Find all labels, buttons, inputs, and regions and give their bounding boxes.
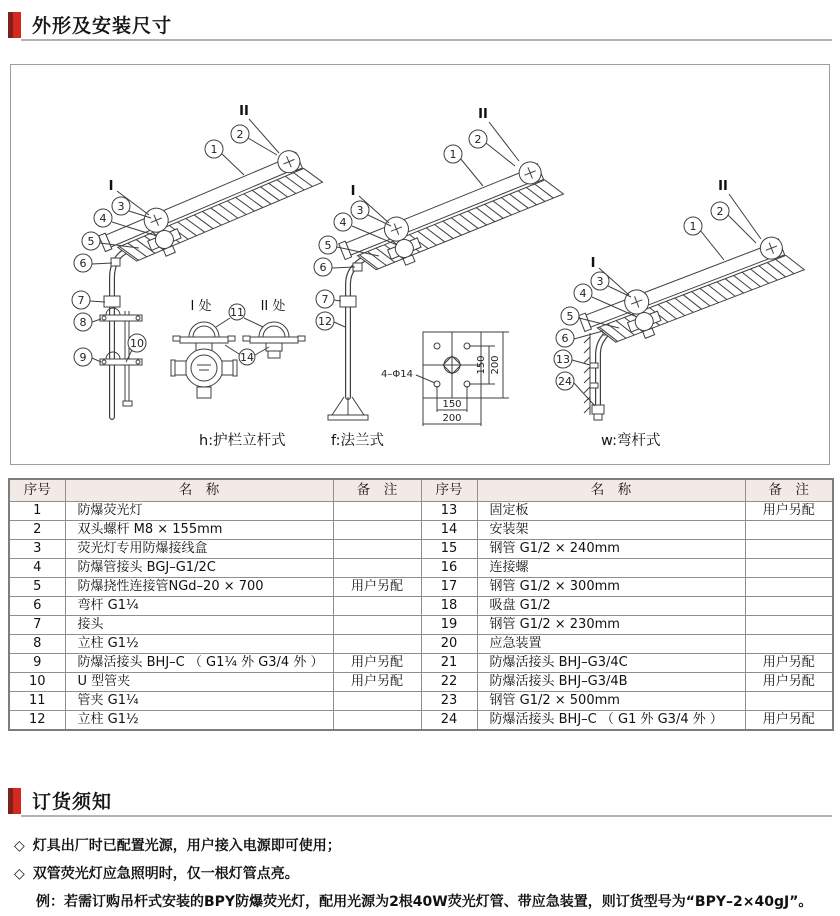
cell-name: 立柱 G1½ (65, 711, 333, 731)
cell-name: 固定板 (477, 502, 745, 521)
cell-no: 11 (9, 692, 65, 711)
note-text: 双管荧光灯应急照明时，仅一根灯管点亮。 (32, 866, 299, 882)
callout-2 (469, 130, 515, 166)
svg-text:1: 1 (449, 148, 457, 161)
fluorescent-lamp (577, 230, 807, 358)
cell-name: 弯杆 G1¼ (65, 597, 333, 616)
svg-text:5: 5 (324, 239, 332, 252)
cell-no: 21 (421, 654, 477, 673)
svg-text:11: 11 (230, 306, 244, 319)
cell-no: 10 (9, 673, 65, 692)
cell-name: 双头螺杆 M8 × 155mm (65, 521, 333, 540)
ordering-notes (14, 832, 812, 916)
section-header-dimensions (8, 11, 172, 38)
cell-no: 15 (421, 540, 477, 559)
callout-6 (74, 254, 112, 272)
cell-no: 2 (9, 521, 65, 540)
callout-7 (72, 291, 105, 309)
header-rule (21, 815, 832, 817)
red-accent-bar (8, 788, 21, 814)
wall-fixing-plate (584, 333, 590, 415)
u-clamp-I (173, 322, 235, 351)
dim-150-h: 150 (442, 399, 462, 410)
callout-6 (556, 329, 603, 347)
header-remark: 备 注 (745, 479, 833, 502)
cell-name: 钢管 G1/2 × 240mm (477, 540, 745, 559)
diagram-panel (10, 64, 830, 465)
cell-name: 安装架 (477, 521, 745, 540)
cell-no: 19 (421, 616, 477, 635)
svg-text:12: 12 (318, 315, 332, 328)
cell-remark: 用户另配 (745, 654, 833, 673)
cell-name: 防爆管接头 BGJ–G1/2C (65, 559, 333, 578)
cell-name: 防爆活接头 BHJ–G3/4C (477, 654, 745, 673)
note-text: 灯具出厂时已配置光源，用户接入电源即可使用； (32, 838, 341, 854)
cell-name: 应急装置 (477, 635, 745, 654)
cell-no: 16 (421, 559, 477, 578)
table-row (9, 616, 833, 635)
cell-name: U 型管夹 (65, 673, 333, 692)
table-row (9, 578, 833, 597)
cell-name: 钢管 G1/2 × 500mm (477, 692, 745, 711)
cell-no: 7 (9, 616, 65, 635)
svg-text:7: 7 (321, 293, 329, 306)
table-row (9, 635, 833, 654)
table-row (9, 711, 833, 731)
callout-1 (684, 217, 724, 260)
cell-name: 吸盘 G1/2 (477, 597, 745, 616)
svg-text:6: 6 (319, 261, 327, 274)
caption-flange: f:法兰式 (331, 433, 384, 449)
callout-7 (316, 290, 341, 308)
cell-no: 17 (421, 578, 477, 597)
cell-remark (333, 502, 421, 521)
svg-text:4: 4 (339, 216, 347, 229)
callout-9 (74, 348, 101, 366)
marker-I: I (350, 184, 356, 199)
svg-text:2: 2 (236, 128, 244, 141)
cell-name: 防爆荧光灯 (65, 502, 333, 521)
cell-remark (333, 597, 421, 616)
page-title: 外形及安装尺寸 (32, 15, 173, 37)
header-no: 序号 (421, 479, 477, 502)
callout-1 (205, 140, 244, 175)
section-header-ordering (8, 787, 112, 814)
header-remark: 备 注 (333, 479, 421, 502)
svg-text:5: 5 (87, 235, 95, 248)
cell-remark (333, 711, 421, 731)
cell-no: 1 (9, 502, 65, 521)
cell-remark: 用户另配 (745, 502, 833, 521)
svg-text:9: 9 (79, 351, 87, 364)
svg-text:7: 7 (77, 294, 85, 307)
callout-3 (591, 272, 631, 297)
cell-name: 防爆挠性连接管NGd–20 × 700 (65, 578, 333, 597)
cell-name: 钢管 G1/2 × 300mm (477, 578, 745, 597)
table-header-row (9, 479, 833, 502)
junction-box-detail (171, 349, 237, 398)
cell-name: 防爆活接头 BHJ–G3/4B (477, 673, 745, 692)
callout-12 (316, 312, 345, 330)
table-row (9, 502, 833, 521)
cell-remark (745, 521, 833, 540)
svg-text:4: 4 (99, 212, 107, 225)
cell-no: 4 (9, 559, 65, 578)
caption-guardrail: h:护栏立杆式 (199, 433, 286, 449)
cell-name: 钢管 G1/2 × 230mm (477, 616, 745, 635)
diagram-bent-arm-mount (554, 179, 807, 449)
cell-remark (333, 540, 421, 559)
diamond-bullet-icon: ◇ (14, 838, 25, 854)
svg-text:6: 6 (79, 257, 87, 270)
cell-remark (745, 540, 833, 559)
cell-name: 荧光灯专用防爆接线盒 (65, 540, 333, 559)
cell-remark (745, 635, 833, 654)
cell-remark: 用户另配 (745, 711, 833, 731)
cell-no: 12 (9, 711, 65, 731)
fluorescent-lamp (337, 154, 566, 285)
flange-plate-detail (381, 332, 509, 426)
flange-holes-label: 4–Φ14 (381, 369, 413, 380)
cell-no: 6 (9, 597, 65, 616)
cell-remark: 用户另配 (333, 654, 421, 673)
cell-remark: 用户另配 (745, 673, 833, 692)
callout-2 (231, 125, 277, 155)
cell-no: 3 (9, 540, 65, 559)
note-example: 例：若需订购吊杆式安装的BPY防爆荧光灯，配用光源为2根40W荧光灯管、带应急装置，则订货型号为“BPY–2×40gJ”。 (36, 894, 813, 910)
cell-remark (333, 521, 421, 540)
svg-text:2: 2 (716, 205, 724, 218)
marker-I: I (590, 256, 596, 271)
cell-remark (745, 597, 833, 616)
installation-diagram (11, 65, 829, 464)
cell-no: 18 (421, 597, 477, 616)
dim-200-h: 200 (442, 413, 462, 424)
marker-II: II (239, 104, 249, 119)
note-item (14, 832, 812, 860)
parts-table (8, 478, 834, 731)
caption-bent-arm: w:弯杆式 (601, 433, 661, 449)
clamp-detail-view (171, 298, 305, 398)
header-rule (21, 39, 832, 41)
callout-11 (216, 304, 263, 327)
pole-clamp-lower (100, 352, 142, 365)
marker-II: II (478, 107, 488, 122)
table-row (9, 559, 833, 578)
marker-II: II (718, 179, 728, 194)
header-name: 名 称 (477, 479, 745, 502)
marker-I: I (108, 179, 114, 194)
svg-text:6: 6 (561, 332, 569, 345)
svg-text:14: 14 (240, 351, 254, 364)
svg-text:1: 1 (210, 143, 218, 156)
svg-text:1: 1 (689, 220, 697, 233)
table-row (9, 540, 833, 559)
cell-remark (333, 635, 421, 654)
svg-text:8: 8 (79, 316, 87, 329)
cell-no: 23 (421, 692, 477, 711)
cell-name: 防爆活接头 BHJ–C （ G1¼ 外 G3/4 外 ） (65, 654, 333, 673)
dim-150-v: 150 (476, 355, 487, 375)
cell-remark: 用户另配 (333, 673, 421, 692)
cell-remark (333, 616, 421, 635)
cell-no: 8 (9, 635, 65, 654)
svg-text:10: 10 (130, 337, 144, 350)
diamond-bullet-icon: ◇ (14, 866, 25, 882)
table-row (9, 521, 833, 540)
cell-name: 防爆活接头 BHJ–C （ G1 外 G3/4 外 ） (477, 711, 745, 731)
cell-name: 连接螺 (477, 559, 745, 578)
detail-label-II: II 处 (260, 299, 286, 314)
svg-text:13: 13 (556, 353, 570, 366)
header-no: 序号 (9, 479, 65, 502)
fluorescent-lamp (97, 143, 325, 278)
cell-remark (745, 578, 833, 597)
header-name: 名 称 (65, 479, 333, 502)
svg-text:3: 3 (356, 204, 364, 217)
callout-3 (351, 201, 391, 226)
note-item (14, 860, 812, 888)
cell-no: 13 (421, 502, 477, 521)
table-row (9, 654, 833, 673)
cell-remark (745, 616, 833, 635)
cell-name: 管夹 G1¼ (65, 692, 333, 711)
pole-clamp-upper (100, 308, 142, 321)
detail-label-I: I 处 (190, 299, 212, 314)
cell-no: 9 (9, 654, 65, 673)
svg-text:24: 24 (558, 375, 572, 388)
cell-name: 立柱 G1½ (65, 635, 333, 654)
cell-no: 5 (9, 578, 65, 597)
cell-remark (745, 692, 833, 711)
cell-no: 24 (421, 711, 477, 731)
cell-no: 20 (421, 635, 477, 654)
table-row (9, 597, 833, 616)
table-row (9, 673, 833, 692)
cell-remark: 用户另配 (333, 578, 421, 597)
cell-name: 接头 (65, 616, 333, 635)
svg-text:3: 3 (117, 200, 125, 213)
callout-8 (74, 313, 101, 331)
cell-no: 14 (421, 521, 477, 540)
callout-1 (444, 145, 483, 186)
svg-text:3: 3 (596, 275, 604, 288)
svg-text:4: 4 (579, 287, 587, 300)
svg-text:2: 2 (474, 133, 482, 146)
ordering-title: 订货须知 (32, 791, 113, 813)
callout-24 (556, 372, 595, 406)
cell-no: 22 (421, 673, 477, 692)
cell-remark (333, 692, 421, 711)
svg-text:5: 5 (566, 310, 574, 323)
dim-200-v: 200 (490, 355, 501, 375)
red-accent-bar (8, 12, 21, 38)
table-row (9, 692, 833, 711)
cell-remark (745, 559, 833, 578)
cell-remark (333, 559, 421, 578)
